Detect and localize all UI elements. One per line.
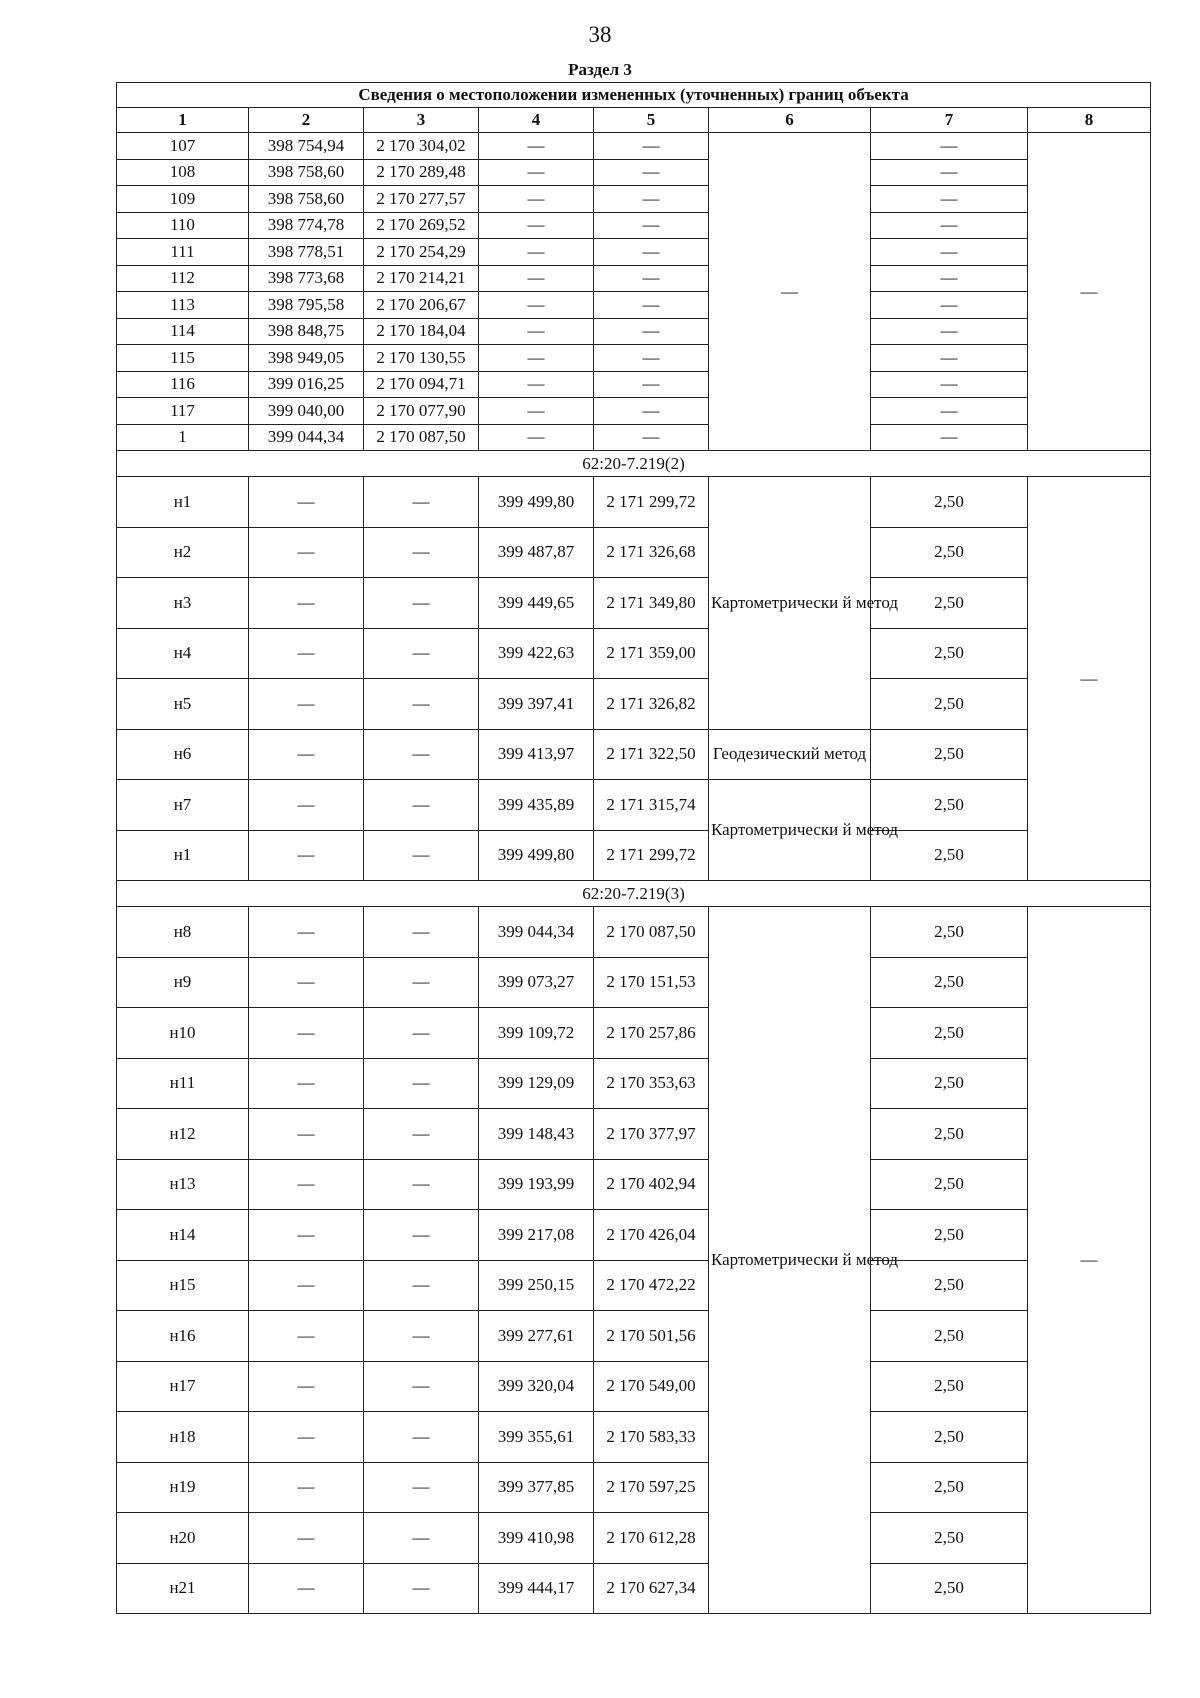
contour-label: 62:20-7.219(3) xyxy=(117,881,1151,907)
new-x: — xyxy=(479,292,594,319)
old-x: — xyxy=(249,1159,364,1210)
old-y: — xyxy=(364,628,479,679)
new-x: 399 250,15 xyxy=(479,1260,594,1311)
old-y: 2 170 269,52 xyxy=(364,212,479,239)
new-y: — xyxy=(594,159,709,186)
new-y: 2 170 151,53 xyxy=(594,957,709,1008)
old-x: 398 778,51 xyxy=(249,239,364,266)
point-number: н5 xyxy=(117,679,249,730)
old-y: — xyxy=(364,1412,479,1463)
old-y: — xyxy=(364,780,479,831)
new-y: 2 171 326,68 xyxy=(594,527,709,578)
new-y: 2 171 322,50 xyxy=(594,729,709,780)
contour-label: 62:20-7.219(2) xyxy=(117,451,1151,477)
new-y: 2 170 583,33 xyxy=(594,1412,709,1463)
table-row xyxy=(117,1159,1151,1210)
new-y: 2 170 257,86 xyxy=(594,1008,709,1059)
old-x: — xyxy=(249,1311,364,1362)
description-cell: — xyxy=(1028,907,1151,1614)
column-number: 7 xyxy=(871,108,1028,133)
description-cell: — xyxy=(1028,477,1151,881)
accuracy-value: 2,50 xyxy=(871,477,1028,528)
old-y: — xyxy=(364,957,479,1008)
table-row xyxy=(117,628,1151,679)
accuracy-value: 2,50 xyxy=(871,1058,1028,1109)
old-x: 398 773,68 xyxy=(249,265,364,292)
accuracy-value: 2,50 xyxy=(871,729,1028,780)
column-number: 5 xyxy=(594,108,709,133)
point-number: 107 xyxy=(117,133,249,160)
point-number: н4 xyxy=(117,628,249,679)
point-number: 1 xyxy=(117,424,249,451)
new-y: 2 170 353,63 xyxy=(594,1058,709,1109)
point-number: н6 xyxy=(117,729,249,780)
new-x: — xyxy=(479,239,594,266)
old-x: — xyxy=(249,830,364,881)
old-y: 2 170 289,48 xyxy=(364,159,479,186)
accuracy-value: — xyxy=(871,398,1028,425)
accuracy-value: — xyxy=(871,133,1028,160)
table-row xyxy=(117,424,1151,451)
old-y: 2 170 184,04 xyxy=(364,318,479,345)
table-row xyxy=(117,1210,1151,1261)
table-row xyxy=(117,957,1151,1008)
table-row xyxy=(117,477,1151,528)
new-x: 399 435,89 xyxy=(479,780,594,831)
new-x: 399 499,80 xyxy=(479,477,594,528)
point-number: н10 xyxy=(117,1008,249,1059)
old-y: 2 170 214,21 xyxy=(364,265,479,292)
new-x: 399 413,97 xyxy=(479,729,594,780)
table-row xyxy=(117,1109,1151,1160)
method-cell: Геодезический метод xyxy=(709,729,871,780)
new-x: 399 410,98 xyxy=(479,1513,594,1564)
accuracy-value: — xyxy=(871,292,1028,319)
new-y: — xyxy=(594,371,709,398)
old-y: — xyxy=(364,1058,479,1109)
old-y: 2 170 130,55 xyxy=(364,345,479,372)
new-y: 2 170 426,04 xyxy=(594,1210,709,1261)
accuracy-value: — xyxy=(871,424,1028,451)
group-row xyxy=(117,881,1151,907)
old-y: — xyxy=(364,830,479,881)
old-x: 399 016,25 xyxy=(249,371,364,398)
table-row xyxy=(117,292,1151,319)
old-y: — xyxy=(364,1563,479,1614)
new-y: — xyxy=(594,398,709,425)
old-y: — xyxy=(364,1210,479,1261)
old-x: — xyxy=(249,729,364,780)
point-number: н19 xyxy=(117,1462,249,1513)
point-number: н8 xyxy=(117,907,249,958)
new-x: 399 320,04 xyxy=(479,1361,594,1412)
point-number: н20 xyxy=(117,1513,249,1564)
point-number: н13 xyxy=(117,1159,249,1210)
new-x: 399 499,80 xyxy=(479,830,594,881)
boundary-coordinates-table xyxy=(116,82,1151,1614)
point-number: н16 xyxy=(117,1311,249,1362)
new-x: — xyxy=(479,212,594,239)
new-x: 399 109,72 xyxy=(479,1008,594,1059)
new-y: 2 171 359,00 xyxy=(594,628,709,679)
old-x: 398 754,94 xyxy=(249,133,364,160)
old-y: 2 170 206,67 xyxy=(364,292,479,319)
point-number: 114 xyxy=(117,318,249,345)
old-x: — xyxy=(249,628,364,679)
new-y: — xyxy=(594,239,709,266)
new-x: — xyxy=(479,159,594,186)
old-y: — xyxy=(364,1008,479,1059)
new-x: — xyxy=(479,398,594,425)
old-x: — xyxy=(249,1008,364,1059)
old-x: — xyxy=(249,1260,364,1311)
old-x: — xyxy=(249,1058,364,1109)
old-x: — xyxy=(249,679,364,730)
old-x: 399 044,34 xyxy=(249,424,364,451)
old-y: 2 170 094,71 xyxy=(364,371,479,398)
accuracy-value: 2,50 xyxy=(871,1159,1028,1210)
table-row xyxy=(117,1563,1151,1614)
new-y: 2 170 501,56 xyxy=(594,1311,709,1362)
new-y: — xyxy=(594,318,709,345)
table-row xyxy=(117,729,1151,780)
new-y: 2 171 299,72 xyxy=(594,830,709,881)
point-number: н9 xyxy=(117,957,249,1008)
old-y: — xyxy=(364,679,479,730)
old-x: — xyxy=(249,477,364,528)
new-y: 2 170 612,28 xyxy=(594,1513,709,1564)
new-x: 399 148,43 xyxy=(479,1109,594,1160)
new-x: — xyxy=(479,186,594,213)
accuracy-value: — xyxy=(871,212,1028,239)
table-row xyxy=(117,1462,1151,1513)
new-y: 2 170 377,97 xyxy=(594,1109,709,1160)
column-number: 1 xyxy=(117,108,249,133)
accuracy-value: 2,50 xyxy=(871,1311,1028,1362)
new-y: 2 170 597,25 xyxy=(594,1462,709,1513)
accuracy-value: 2,50 xyxy=(871,1260,1028,1311)
table-row xyxy=(117,578,1151,629)
point-number: н2 xyxy=(117,527,249,578)
point-number: 116 xyxy=(117,371,249,398)
old-x: — xyxy=(249,527,364,578)
page-number: 38 xyxy=(588,22,612,47)
new-x: — xyxy=(479,265,594,292)
old-x: — xyxy=(249,1412,364,1463)
description-cell: — xyxy=(1028,133,1151,451)
new-y: 2 171 299,72 xyxy=(594,477,709,528)
point-number: н7 xyxy=(117,780,249,831)
new-x: — xyxy=(479,371,594,398)
column-number: 6 xyxy=(709,108,871,133)
new-x: 399 355,61 xyxy=(479,1412,594,1463)
table-row xyxy=(117,1008,1151,1059)
old-y: 2 170 277,57 xyxy=(364,186,479,213)
accuracy-value: 2,50 xyxy=(871,1008,1028,1059)
table-row xyxy=(117,907,1151,958)
old-y: — xyxy=(364,907,479,958)
accuracy-value: 2,50 xyxy=(871,1462,1028,1513)
old-y: 2 170 077,90 xyxy=(364,398,479,425)
new-x: — xyxy=(479,133,594,160)
point-number: 109 xyxy=(117,186,249,213)
accuracy-value: 2,50 xyxy=(871,1210,1028,1261)
old-x: — xyxy=(249,780,364,831)
new-x: 399 129,09 xyxy=(479,1058,594,1109)
point-number: н15 xyxy=(117,1260,249,1311)
group-row xyxy=(117,451,1151,477)
old-x: — xyxy=(249,957,364,1008)
old-y: — xyxy=(364,1462,479,1513)
new-y: 2 170 402,94 xyxy=(594,1159,709,1210)
accuracy-value: 2,50 xyxy=(871,907,1028,958)
table-title: Сведения о местоположении измененных (уточненных) границ объекта xyxy=(117,83,1151,108)
old-x: — xyxy=(249,1462,364,1513)
old-y: — xyxy=(364,527,479,578)
old-y: — xyxy=(364,1311,479,1362)
new-y: — xyxy=(594,345,709,372)
new-x: 399 397,41 xyxy=(479,679,594,730)
new-x: — xyxy=(479,345,594,372)
section-label: Раздел 3 xyxy=(568,60,632,79)
old-x: — xyxy=(249,1513,364,1564)
new-y: 2 171 326,82 xyxy=(594,679,709,730)
old-x: 398 774,78 xyxy=(249,212,364,239)
table-row xyxy=(117,371,1151,398)
new-x: 399 217,08 xyxy=(479,1210,594,1261)
old-y: 2 170 254,29 xyxy=(364,239,479,266)
accuracy-value: 2,50 xyxy=(871,578,1028,629)
table-row xyxy=(117,159,1151,186)
old-x: — xyxy=(249,1109,364,1160)
point-number: н11 xyxy=(117,1058,249,1109)
table-row xyxy=(117,133,1151,160)
new-y: — xyxy=(594,212,709,239)
point-number: н1 xyxy=(117,830,249,881)
point-number: 108 xyxy=(117,159,249,186)
old-x: — xyxy=(249,578,364,629)
old-y: — xyxy=(364,1260,479,1311)
new-x: 399 444,17 xyxy=(479,1563,594,1614)
point-number: н18 xyxy=(117,1412,249,1463)
old-x: — xyxy=(249,1563,364,1614)
new-x: 399 422,63 xyxy=(479,628,594,679)
table-row xyxy=(117,186,1151,213)
point-number: н21 xyxy=(117,1563,249,1614)
table-row xyxy=(117,830,1151,881)
new-x: 399 487,87 xyxy=(479,527,594,578)
old-x: — xyxy=(249,1361,364,1412)
new-y: 2 170 627,34 xyxy=(594,1563,709,1614)
column-number: 2 xyxy=(249,108,364,133)
table-row xyxy=(117,265,1151,292)
method-cell: Картометрически й метод xyxy=(709,477,871,730)
accuracy-value: 2,50 xyxy=(871,679,1028,730)
new-x: 399 377,85 xyxy=(479,1462,594,1513)
new-x: — xyxy=(479,424,594,451)
accuracy-value: 2,50 xyxy=(871,527,1028,578)
accuracy-value: — xyxy=(871,371,1028,398)
method-cell: Картометрически й метод xyxy=(709,907,871,1614)
old-x: — xyxy=(249,907,364,958)
table-row xyxy=(117,527,1151,578)
new-x: 399 073,27 xyxy=(479,957,594,1008)
column-number: 3 xyxy=(364,108,479,133)
new-x: 399 449,65 xyxy=(479,578,594,629)
point-number: н17 xyxy=(117,1361,249,1412)
method-cell: — xyxy=(709,133,871,451)
column-number: 4 xyxy=(479,108,594,133)
accuracy-value: 2,50 xyxy=(871,957,1028,1008)
table-row xyxy=(117,239,1151,266)
new-x: — xyxy=(479,318,594,345)
old-y: — xyxy=(364,1109,479,1160)
point-number: н3 xyxy=(117,578,249,629)
old-y: — xyxy=(364,477,479,528)
old-y: — xyxy=(364,1159,479,1210)
table-row xyxy=(117,1260,1151,1311)
accuracy-value: — xyxy=(871,345,1028,372)
column-number: 8 xyxy=(1028,108,1151,133)
table-row xyxy=(117,780,1151,831)
accuracy-value: 2,50 xyxy=(871,780,1028,831)
accuracy-value: — xyxy=(871,159,1028,186)
point-number: н1 xyxy=(117,477,249,528)
point-number: н14 xyxy=(117,1210,249,1261)
old-x: 398 848,75 xyxy=(249,318,364,345)
table-row xyxy=(117,318,1151,345)
table-row xyxy=(117,1361,1151,1412)
accuracy-value: 2,50 xyxy=(871,1412,1028,1463)
old-y: — xyxy=(364,1513,479,1564)
new-x: 399 193,99 xyxy=(479,1159,594,1210)
new-y: — xyxy=(594,133,709,160)
table-row xyxy=(117,1513,1151,1564)
old-x: 398 795,58 xyxy=(249,292,364,319)
accuracy-value: 2,50 xyxy=(871,1361,1028,1412)
table-row xyxy=(117,212,1151,239)
new-y: 2 170 549,00 xyxy=(594,1361,709,1412)
old-y: — xyxy=(364,1361,479,1412)
new-x: 399 044,34 xyxy=(479,907,594,958)
table-row xyxy=(117,1311,1151,1362)
accuracy-value: — xyxy=(871,318,1028,345)
new-y: — xyxy=(594,186,709,213)
accuracy-value: 2,50 xyxy=(871,628,1028,679)
table-row xyxy=(117,398,1151,425)
old-x: 398 758,60 xyxy=(249,159,364,186)
new-y: — xyxy=(594,265,709,292)
accuracy-value: 2,50 xyxy=(871,1513,1028,1564)
new-y: — xyxy=(594,292,709,319)
table-row xyxy=(117,1412,1151,1463)
old-y: 2 170 087,50 xyxy=(364,424,479,451)
old-x: — xyxy=(249,1210,364,1261)
point-number: 112 xyxy=(117,265,249,292)
point-number: 113 xyxy=(117,292,249,319)
old-y: — xyxy=(364,578,479,629)
new-y: 2 170 087,50 xyxy=(594,907,709,958)
point-number: н12 xyxy=(117,1109,249,1160)
new-y: 2 171 315,74 xyxy=(594,780,709,831)
point-number: 115 xyxy=(117,345,249,372)
new-y: 2 171 349,80 xyxy=(594,578,709,629)
accuracy-value: 2,50 xyxy=(871,1563,1028,1614)
old-x: 398 949,05 xyxy=(249,345,364,372)
accuracy-value: 2,50 xyxy=(871,1109,1028,1160)
new-y: — xyxy=(594,424,709,451)
old-y: — xyxy=(364,729,479,780)
table-row xyxy=(117,345,1151,372)
new-y: 2 170 472,22 xyxy=(594,1260,709,1311)
point-number: 111 xyxy=(117,239,249,266)
point-number: 110 xyxy=(117,212,249,239)
table-row xyxy=(117,1058,1151,1109)
old-x: 398 758,60 xyxy=(249,186,364,213)
accuracy-value: — xyxy=(871,239,1028,266)
accuracy-value: — xyxy=(871,186,1028,213)
new-x: 399 277,61 xyxy=(479,1311,594,1362)
accuracy-value: — xyxy=(871,265,1028,292)
accuracy-value: 2,50 xyxy=(871,830,1028,881)
old-y: 2 170 304,02 xyxy=(364,133,479,160)
method-cell: Картометрически й метод xyxy=(709,780,871,881)
table-row xyxy=(117,679,1151,730)
point-number: 117 xyxy=(117,398,249,425)
old-x: 399 040,00 xyxy=(249,398,364,425)
